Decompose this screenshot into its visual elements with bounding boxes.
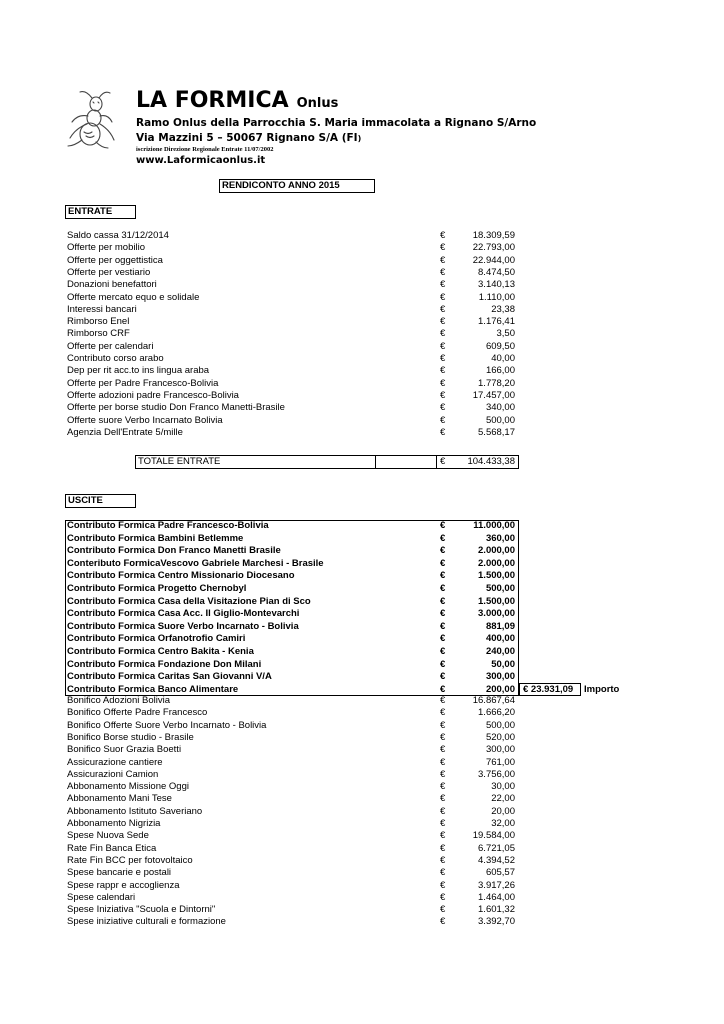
row-currency: € <box>440 842 446 854</box>
row-amount: 18.309,59 <box>472 230 515 241</box>
row-currency: € <box>440 805 446 817</box>
row-currency: € <box>440 683 446 695</box>
row-label: Spese bancarie e postali <box>67 867 172 879</box>
table-row <box>0 365 724 377</box>
table-row <box>0 341 724 353</box>
row-currency: € <box>440 340 446 352</box>
table-row <box>0 781 724 793</box>
row-currency: € <box>440 768 446 780</box>
row-currency: € <box>440 389 446 401</box>
row-label: Contributo Formica Padre Francesco-Bolivia <box>67 520 269 531</box>
row-amount: 881,09 <box>485 620 515 632</box>
table-row <box>0 659 724 671</box>
org-name: LA FORMICA <box>136 88 289 113</box>
row-currency: € <box>440 818 446 829</box>
table-row <box>0 818 724 830</box>
table-row <box>0 916 724 928</box>
table-row <box>0 843 724 855</box>
row-currency: € <box>440 620 446 632</box>
row-currency: € <box>440 279 446 291</box>
table-row <box>0 757 724 769</box>
table-row <box>0 390 724 402</box>
row-currency: € <box>440 793 446 805</box>
table-row <box>0 583 724 595</box>
row-amount: 1.110,00 <box>478 291 515 303</box>
row-label: Offerte per calendari <box>67 340 154 352</box>
row-label: Offerte per Padre Francesco-Bolivia <box>67 377 219 389</box>
row-amount: 3.756,00 <box>478 768 515 780</box>
table-row <box>0 292 724 304</box>
table-row <box>0 304 724 316</box>
row-currency: € <box>440 353 446 364</box>
row-label: Conteributo FormicaVescovo Gabriele Marchesi - Brasile <box>67 557 324 569</box>
row-label: Spese iniziative culturali e formazione <box>67 916 226 928</box>
row-label: Abbonamento Mani Tese <box>67 793 172 805</box>
row-currency: € <box>440 781 446 793</box>
row-amount: 17.457,00 <box>472 389 515 401</box>
table-row <box>0 633 724 645</box>
row-amount: 5.568,17 <box>478 426 515 438</box>
row-amount: 1.500,00 <box>478 595 515 607</box>
table-row <box>0 855 724 867</box>
row-currency: € <box>440 291 446 303</box>
row-currency: € <box>440 230 446 241</box>
row-label: Contributo Formica Orfanotrofio Camiri <box>67 633 246 645</box>
row-label: Abbonamento Missione Oggi <box>67 781 189 793</box>
row-currency: € <box>440 707 446 719</box>
table-row <box>0 744 724 756</box>
row-currency: € <box>440 377 446 389</box>
org-address <box>136 132 361 144</box>
table-row <box>0 806 724 818</box>
row-label: Contributo Formica Progetto Chernobyl <box>67 583 247 594</box>
row-amount: 19.584,00 <box>472 830 515 842</box>
row-label: Saldo cassa 31/12/2014 <box>67 230 169 241</box>
report-title: RENDICONTO ANNO 2015 <box>219 179 375 193</box>
row-label: Rimborso CRF <box>67 328 130 340</box>
row-currency: € <box>440 731 446 743</box>
row-label: Donazioni benefattori <box>67 279 157 291</box>
org-title <box>136 88 338 113</box>
table-row <box>0 892 724 904</box>
row-label: Offerte per vestiario <box>67 266 151 278</box>
table-row <box>0 570 724 582</box>
row-amount: 500,00 <box>485 719 515 731</box>
row-currency: € <box>440 916 446 928</box>
table-row <box>0 545 724 557</box>
row-amount: 300,00 <box>485 671 515 683</box>
table-row <box>0 415 724 427</box>
row-amount: 609,50 <box>485 340 515 352</box>
row-amount: 2.000,00 <box>478 557 515 569</box>
row-amount: 4.394,52 <box>478 854 515 866</box>
row-amount: 22.793,00 <box>472 242 515 254</box>
table-row <box>0 793 724 805</box>
row-currency: € <box>440 671 446 683</box>
row-amount: 340,00 <box>485 402 515 414</box>
table-row <box>0 621 724 633</box>
org-address-end: ) <box>357 134 362 143</box>
table-row <box>0 279 724 291</box>
row-currency: € <box>440 608 446 620</box>
org-website: www.Laformicaonlus.it <box>136 155 266 166</box>
row-amount: 3.917,26 <box>478 879 515 891</box>
uscite-heading: USCITE <box>65 494 136 508</box>
row-label: Bonifico Offerte Suore Verbo Incarnato - Bolivia <box>67 719 267 731</box>
row-amount: 400,00 <box>485 633 515 645</box>
row-label: Bonifico Borse studio - Brasile <box>67 731 194 743</box>
row-amount: 22.944,00 <box>472 254 515 266</box>
row-currency: € <box>440 266 446 278</box>
row-label: Offerte per borse studio Don Franco Manetti-Brasile <box>67 402 285 414</box>
row-amount: 500,00 <box>485 414 515 426</box>
row-amount: 3.392,70 <box>478 916 515 928</box>
table-row <box>0 558 724 570</box>
row-currency: € <box>440 633 446 645</box>
ant-logo-icon <box>62 88 124 150</box>
row-label: Contributo Formica Centro Bakita - Kenia <box>67 646 254 657</box>
table-row <box>0 830 724 842</box>
row-amount: 240,00 <box>485 646 515 657</box>
row-label: Contributo Formica Casa della Visitazione Pian di Sco <box>67 595 311 607</box>
row-label: Assicurazione cantiere <box>67 756 163 768</box>
row-label: Contributo corso arabo <box>67 353 164 364</box>
row-currency: € <box>440 545 446 557</box>
org-suffix: Onlus <box>296 96 339 111</box>
row-currency: € <box>440 891 446 903</box>
row-label: Contributo Formica Bambini Betlemme <box>67 532 244 544</box>
table-row <box>0 255 724 267</box>
row-amount: 605,57 <box>485 867 515 879</box>
row-currency: € <box>440 254 446 266</box>
row-label: Offerte mercato equo e solidale <box>67 291 200 303</box>
table-row <box>0 608 724 620</box>
table-row <box>0 533 724 545</box>
row-currency: € <box>440 583 446 594</box>
row-currency: € <box>440 658 446 670</box>
row-amount: 300,00 <box>485 744 515 756</box>
row-amount: 1.666,20 <box>478 707 515 719</box>
row-label: Dep per rit acc.to ins lingua araba <box>67 365 210 377</box>
entrate-total-amount: 104.433,38 <box>467 456 515 467</box>
table-row <box>0 671 724 683</box>
row-currency: € <box>440 830 446 842</box>
table-row <box>0 596 724 608</box>
row-amount: 500,00 <box>485 583 515 594</box>
table-row <box>0 230 724 242</box>
table-row <box>0 646 724 658</box>
row-amount: 3,50 <box>496 328 515 340</box>
row-label: Bonifico Suor Grazia Boetti <box>67 744 182 756</box>
table-row <box>0 427 724 439</box>
table-row <box>0 732 724 744</box>
row-currency: € <box>440 854 446 866</box>
row-label: Contributo Formica Fondazione Don Milani <box>67 658 262 670</box>
row-currency: € <box>440 557 446 569</box>
row-currency: € <box>440 414 446 426</box>
row-amount: 40,00 <box>491 353 515 364</box>
row-label: Interessi bancari <box>67 303 137 315</box>
table-row <box>0 520 724 532</box>
row-currency: € <box>440 316 446 328</box>
row-currency: € <box>440 520 446 531</box>
row-amount: 1.778,20 <box>478 377 515 389</box>
org-registration: iscrizione Direzione Regionale Entrate 11/07/2002 <box>136 146 274 153</box>
table-row <box>0 769 724 781</box>
row-label: Rate Fin BCC per fotovoltaico <box>67 854 193 866</box>
row-label: Spese Nuova Sede <box>67 830 149 842</box>
row-amount: 6.721,05 <box>478 842 515 854</box>
row-label: Contributo Formica Centro Missionario Diocesano <box>67 570 295 582</box>
row-amount: 360,00 <box>485 532 515 544</box>
row-currency: € <box>440 595 446 607</box>
table-row <box>0 695 724 707</box>
row-amount: 20,00 <box>491 805 515 817</box>
row-label: Agenzia Dell'Entrate 5/mille <box>67 426 183 438</box>
row-amount: 520,00 <box>485 731 515 743</box>
table-row <box>0 267 724 279</box>
row-amount: 1.601,32 <box>478 904 515 916</box>
row-label: Spese Iniziativa "Scuola e Dintorni" <box>67 904 216 916</box>
row-label: Contributo Formica Caritas San Giovanni V/A <box>67 671 272 683</box>
org-description: Ramo Onlus della Parrocchia S. Maria immacolata a Rignano S/Arno <box>136 117 537 129</box>
row-amount: 3.000,00 <box>478 608 515 620</box>
row-label: Abbonamento Istituto Saveriano <box>67 805 203 817</box>
row-amount: 32,00 <box>491 818 515 829</box>
row-label: Offerte per oggettistica <box>67 254 163 266</box>
table-row <box>0 316 724 328</box>
row-amount: 16.867,64 <box>472 695 515 706</box>
table-row <box>0 880 724 892</box>
row-label: Bonifico Adozioni Bolivia <box>67 695 170 706</box>
row-currency: € <box>440 402 446 414</box>
row-currency: € <box>440 744 446 756</box>
row-amount: 1.176,41 <box>478 316 515 328</box>
row-currency: € <box>440 756 446 768</box>
entrate-total-label: TOTALE ENTRATE <box>138 456 221 467</box>
row-currency: € <box>440 719 446 731</box>
table-row <box>0 904 724 916</box>
row-label: Assicurazioni Camion <box>67 768 159 780</box>
row-currency: € <box>440 570 446 582</box>
row-label: Offerte adozioni padre Francesco-Bolivia <box>67 389 239 401</box>
row-label: Offerte per mobilio <box>67 242 145 254</box>
row-amount: 166,00 <box>485 365 515 377</box>
entrate-total-box <box>135 455 519 469</box>
row-label: Rimborso Enel <box>67 316 130 328</box>
table-row <box>0 720 724 732</box>
row-label: Bonifico Offerte Padre Francesco <box>67 707 208 719</box>
row-amount: 11.000,00 <box>473 520 515 531</box>
table-row <box>0 242 724 254</box>
row-currency: € <box>440 867 446 879</box>
row-currency: € <box>440 242 446 254</box>
row-amount: 2.000,00 <box>478 545 515 557</box>
row-label: Spese calendari <box>67 891 136 903</box>
table-row <box>0 353 724 365</box>
row-amount: 8.474,50 <box>478 266 515 278</box>
row-amount: 30,00 <box>491 781 515 793</box>
entrate-heading: ENTRATE <box>65 205 136 219</box>
row-label: Abbonamento Nigrizia <box>67 818 161 829</box>
row-amount: 1.500,00 <box>478 570 515 582</box>
row-currency: € <box>440 695 446 706</box>
row-amount: 1.464,00 <box>478 891 515 903</box>
table-row <box>0 328 724 340</box>
table-row <box>0 867 724 879</box>
row-amount: 200,00 <box>485 683 515 695</box>
row-currency: € <box>440 365 446 377</box>
row-currency: € <box>440 532 446 544</box>
row-currency: € <box>440 904 446 916</box>
row-label: Spese rappr e accoglienza <box>67 879 180 891</box>
table-row <box>0 707 724 719</box>
row-amount: 761,00 <box>485 756 515 768</box>
row-currency: € <box>440 879 446 891</box>
row-amount: 23,38 <box>491 303 515 315</box>
row-amount: 3.140,13 <box>478 279 515 291</box>
row-currency: € <box>440 328 446 340</box>
entrate-total-currency: € <box>440 456 446 467</box>
row-label: Offerte suore Verbo Incarnato Bolivia <box>67 414 223 426</box>
row-label: Contributo Formica Don Franco Manetti Brasile <box>67 545 281 557</box>
row-label: Contributo Formica Banco Alimentare <box>67 683 239 695</box>
row-currency: € <box>440 646 446 657</box>
table-row <box>0 402 724 414</box>
row-currency: € <box>440 303 446 315</box>
contributi-subtotal: € 23.931,09 <box>519 683 581 696</box>
row-currency: € <box>440 426 446 438</box>
row-amount: 22,00 <box>491 793 515 805</box>
org-address-main: Via Mazzini 5 – 50067 Rignano S/A (FI <box>136 132 358 144</box>
row-amount: 50,00 <box>491 658 515 670</box>
contributi-note: Importo <box>584 684 620 695</box>
table-row <box>0 378 724 390</box>
row-label: Contributo Formica Suore Verbo Incarnato - Bolivia <box>67 620 299 632</box>
row-label: Rate Fin Banca Etica <box>67 842 157 854</box>
row-label: Contributo Formica Casa Acc. Il Giglio-Montevarchi <box>67 608 300 620</box>
